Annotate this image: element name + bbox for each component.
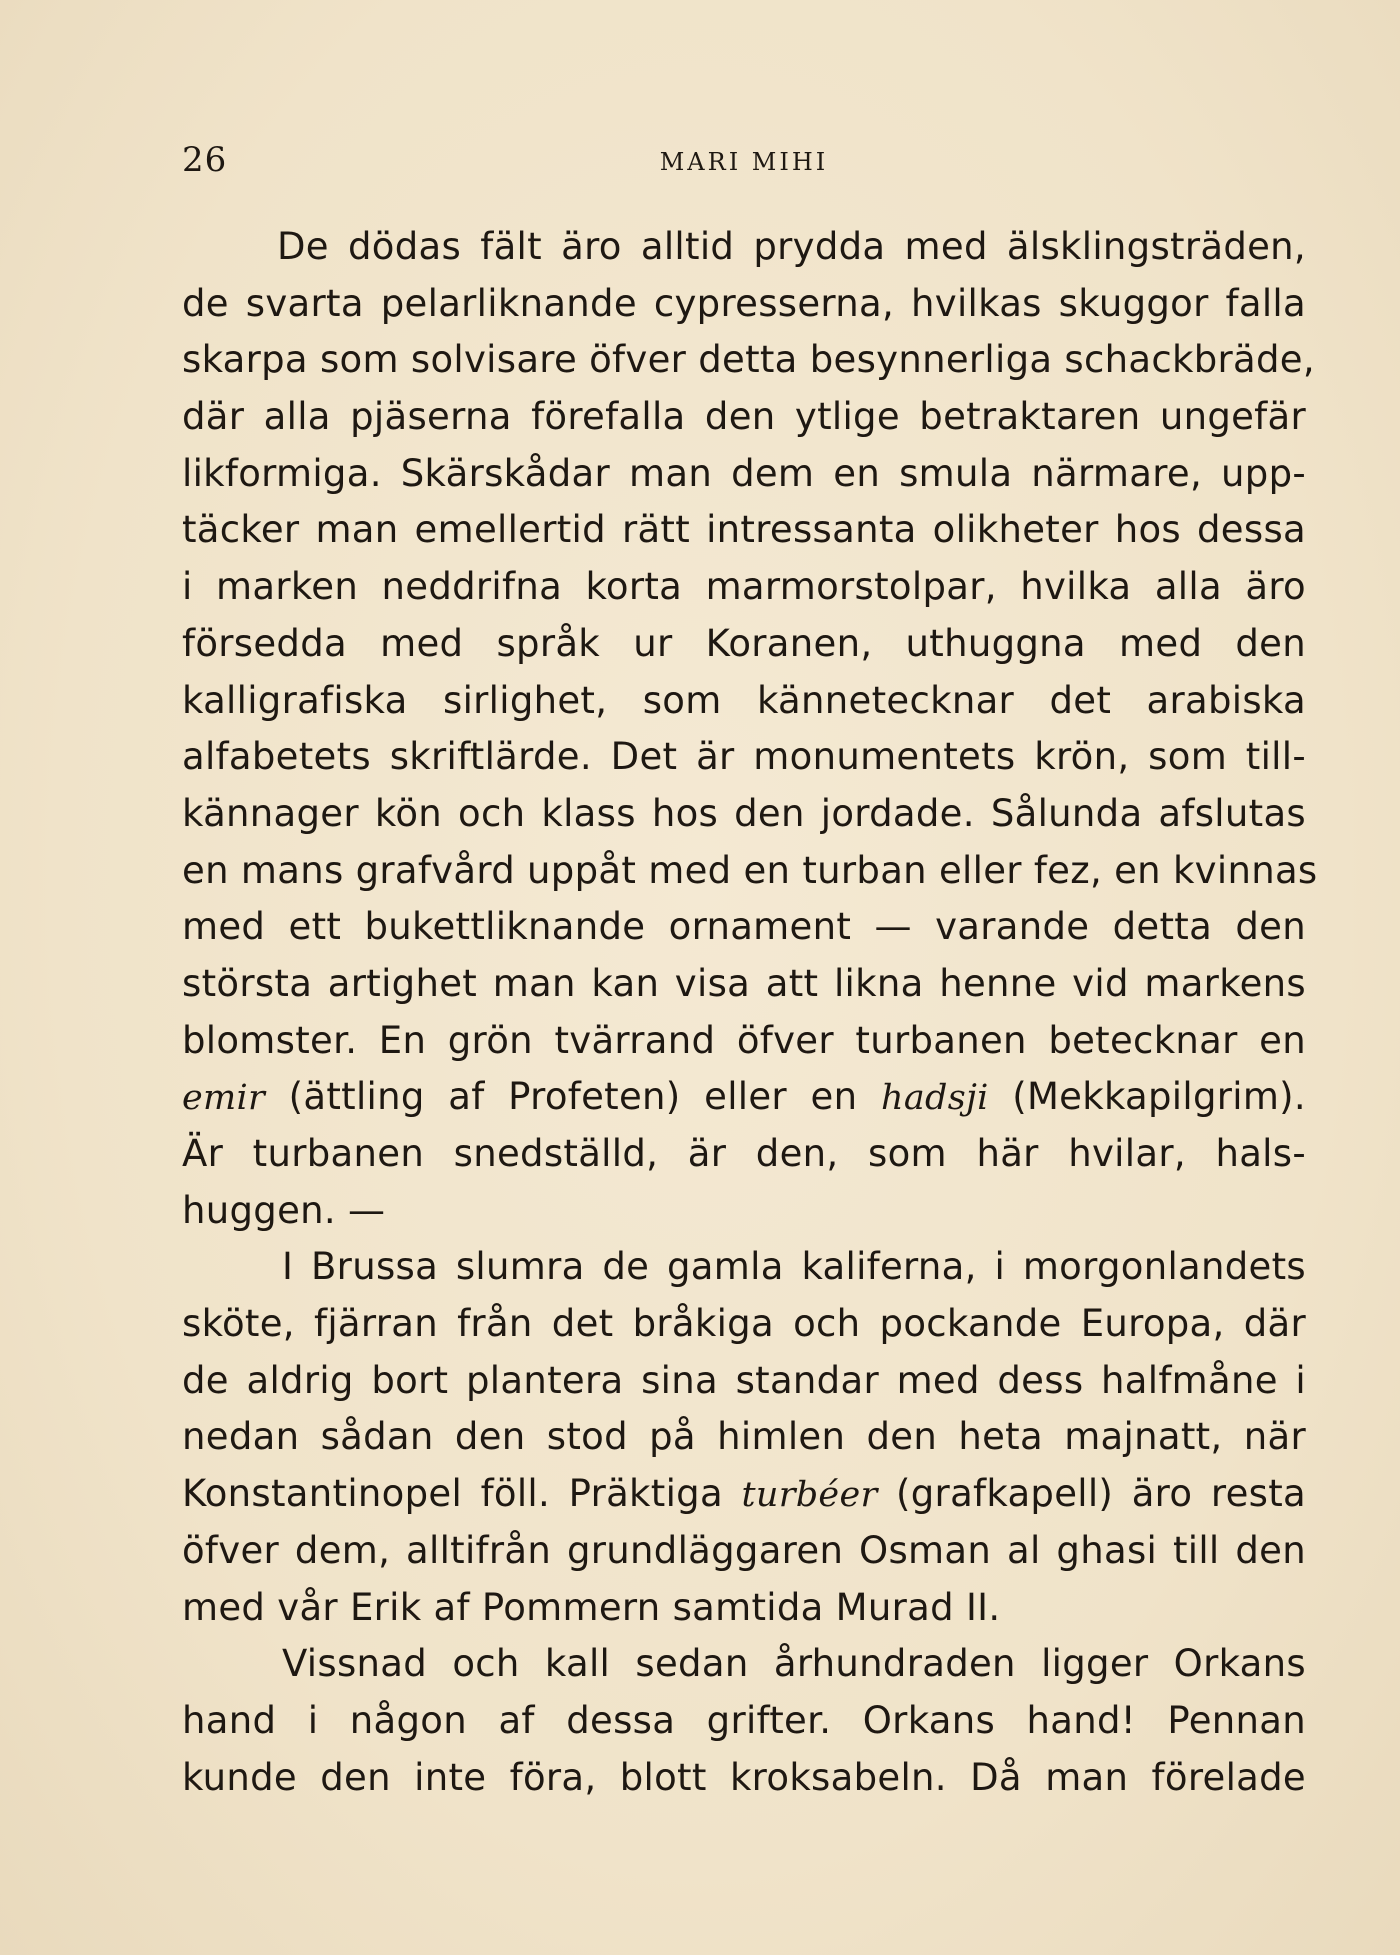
text-line: de svarta pelarliknande cypresserna, hvilkas skuggor falla — [182, 281, 1306, 325]
text-line: huggen. — — [182, 1188, 386, 1232]
text-line: I Brussa slumra de gamla kaliferna, i morgonlandets — [282, 1245, 1306, 1289]
text-line: hand i någon af dessa grifter. Orkans hand! Pennan — [182, 1698, 1306, 1742]
text-line: Vissnad och kall sedan århundraden ligger Orkans — [282, 1642, 1306, 1686]
text-segment: (ättling af Profeten) eller en — [265, 1075, 881, 1119]
text-line: kännager kön och klass hos den jordade. Sålunda afslutas — [182, 791, 1306, 835]
text-segment: (grafkapell) äro resta — [877, 1472, 1306, 1516]
italic-word: hadsji — [880, 1078, 989, 1119]
running-title: MARI MIHI — [659, 148, 829, 176]
text-line: blomster. En grön tvärrand öfver turbanen betecknar en — [182, 1018, 1306, 1062]
italic-word: turbéer — [741, 1475, 878, 1516]
text-segment: (Mekkapilgrim). — [988, 1075, 1306, 1119]
text-line: där alla pjäserna förefalla den ytlige betraktaren ungefär — [182, 395, 1306, 439]
text-line: försedda med språk ur Koranen, uthuggna med den — [182, 621, 1306, 665]
text-line: nedan sådan den stod på himlen den heta majnatt, när — [182, 1415, 1306, 1459]
text-line: skarpa som solvisare öfver detta besynnerliga schackbräde, — [182, 338, 1315, 382]
page-number: 26 — [182, 140, 228, 180]
text-line: sköte, fjärran från det bråkiga och pockande Europa, där — [182, 1302, 1306, 1346]
text-segment: Konstantinopel föll. Präktiga — [182, 1472, 742, 1516]
text-line: kalligrafiska sirlighet, som kännetecknar det arabiska — [182, 678, 1306, 722]
text-line: med vår Erik af Pommern samtida Murad II. — [182, 1585, 1001, 1629]
text-line: öfver dem, alltifrån grundläggaren Osman al ghasi till den — [182, 1528, 1306, 1572]
italic-word: emir — [182, 1078, 266, 1119]
text-line: en mans grafvård uppåt med en turban eller fez, en kvinnas — [182, 848, 1318, 892]
body-text — [182, 219, 1318, 1806]
text-line — [182, 1466, 1306, 1523]
text-line: de aldrig bort plantera sina standar med dess halfmåne i — [182, 1358, 1306, 1402]
text-line: täcker man emellertid rätt intressanta olikheter hos dessa — [182, 508, 1306, 552]
text-line: Är turbanen snedställd, är den, som här hvilar, hals- — [182, 1132, 1306, 1175]
page-header — [182, 140, 1306, 188]
text-line: likformiga. Skärskådar man dem en smula närmare, upp- — [182, 451, 1306, 495]
text-line: De dödas fält äro alltid prydda med älsklingsträden, — [277, 225, 1306, 268]
text-line: alfabetets skriftlärde. Det är monumentets krön, som till- — [182, 735, 1306, 779]
text-line: i marken neddrifna korta marmorstolpar, hvilka alla äro — [182, 565, 1306, 609]
text-line: kunde den inte föra, blott kroksabeln. Då man förelade — [182, 1755, 1306, 1799]
text-line: med ett bukettliknande ornament — varande detta den — [182, 905, 1306, 949]
text-line — [182, 1069, 1306, 1126]
text-line: största artighet man kan visa att likna henne vid markens — [182, 961, 1306, 1005]
